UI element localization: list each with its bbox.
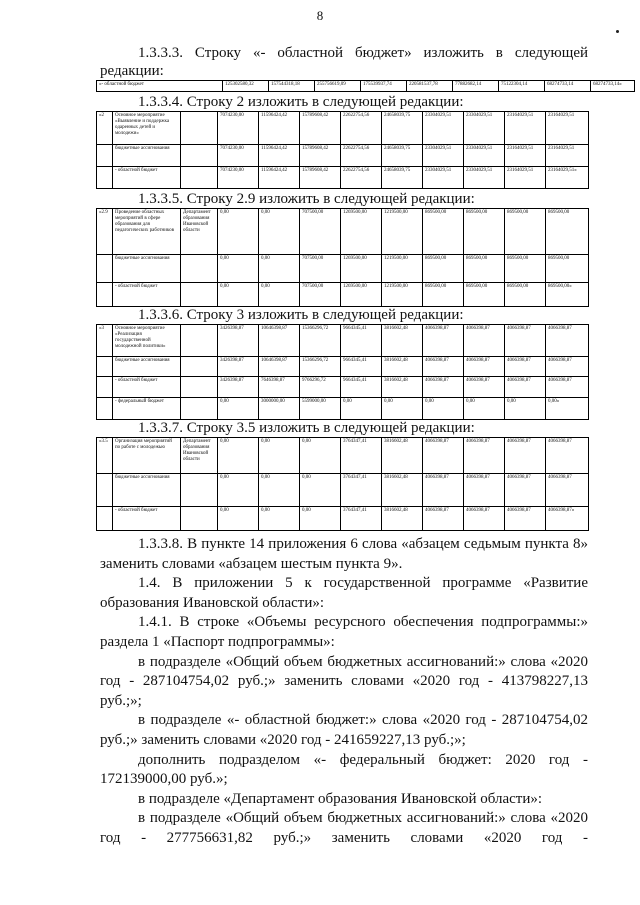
table-cell: 9664345,41: [341, 325, 382, 357]
body-text: [100, 535, 588, 849]
table-cell: 11596424,42: [259, 145, 300, 167]
paragraph-1-3-3-8: 1.3.3.8. В пункте 14 приложения 6 слова «абзацем седьмым пункта 8» заменить словами «абзацем шестым пункта 9».: [100, 536, 588, 572]
table-cell: «3: [97, 325, 113, 357]
table-cell: 220581537,78: [407, 81, 453, 92]
table-cell: 0,00: [259, 255, 300, 283]
table-cell: 125302580,32: [223, 81, 269, 92]
table-cell: 4066398,87: [546, 438, 589, 474]
table-cell: 4066398,87: [423, 474, 464, 507]
table-cell: 7074230,00: [218, 145, 259, 167]
table-cell: 3426398,87: [218, 377, 259, 398]
table-cell: [181, 255, 218, 283]
table-cell: 7074230,00: [218, 112, 259, 145]
table-row: [97, 357, 589, 377]
table-cell: 15789608,42: [300, 145, 341, 167]
table-cell: 0,00: [259, 209, 300, 255]
table-cell: [181, 283, 218, 307]
table-cell: 3816602,48: [382, 377, 423, 398]
table-cell: Департамент образования Ивановской области: [181, 209, 218, 255]
heading-1-3-3-4: 1.3.3.4. Строку 2 изложить в следующей редакции:: [138, 94, 464, 110]
table-cell: 0,00»: [546, 398, 589, 420]
table-cell: [97, 167, 113, 189]
table-row: [97, 145, 589, 167]
table-cell: «3.5: [97, 438, 113, 474]
table-cell: 3816602,48: [382, 325, 423, 357]
heading-1-3-3-3-cont: редакции:: [100, 63, 164, 79]
table-cell: 4066398,87: [464, 507, 505, 531]
table-cell: [97, 377, 113, 398]
table-cell: 15789608,42: [300, 112, 341, 145]
table-cell: 3764347,41: [341, 507, 382, 531]
table-cell: 22622754,56: [341, 167, 382, 189]
paragraph-1-4: 1.4. В приложении 5 к государственной программе «Развитие образования Ивановской области»:: [100, 575, 588, 611]
table-cell: 4066398,87»: [546, 507, 589, 531]
table-cell: 157544318,18: [269, 81, 315, 92]
table-cell: [181, 507, 218, 531]
table-cell: 0,00: [300, 507, 341, 531]
table-cell: [97, 357, 113, 377]
table-cell: Основное мероприятие «Реализация государственной молодежной политики»: [113, 325, 181, 357]
table-cell: 10646398,87: [259, 357, 300, 377]
table-cell: 4066398,87: [464, 357, 505, 377]
table-cell: [181, 325, 218, 357]
table-cell: - областной бюджет: [113, 167, 181, 189]
table-cell: 75122304,14: [499, 81, 545, 92]
table-cell: [181, 377, 218, 398]
table-cell: 1269500,00: [341, 209, 382, 255]
table-cell: 0,00: [218, 398, 259, 420]
table-cell: 23164029,51: [505, 167, 546, 189]
table-cell: бюджетные ассигнования: [113, 357, 181, 377]
table-cell: 4066398,87: [464, 438, 505, 474]
table-cell: Организация мероприятий по работе с молодежью: [113, 438, 181, 474]
table-regional-budget: [96, 80, 635, 92]
table-cell: 68274733,14: [545, 81, 591, 92]
paragraph-regional-budget: в подразделе «- областной бюджет:» слова «2020 год - 287104754,02 руб.;» заменить словами «2020 год - 241659227,13 руб.;»;: [100, 712, 588, 748]
table-cell: 3816602,48: [382, 507, 423, 531]
table-cell: Проведение областных мероприятий в сфере образования для педагогических работников: [113, 209, 181, 255]
table-cell: 4066398,87: [505, 377, 546, 398]
table-cell: 23304029,51: [423, 112, 464, 145]
table-cell: 3816602,48: [382, 438, 423, 474]
table-cell: «2.9: [97, 209, 113, 255]
table-cell: 0,00: [300, 474, 341, 507]
table-cell: 3426398,87: [218, 325, 259, 357]
table-cell: [97, 474, 113, 507]
table-cell: 3764347,41: [341, 438, 382, 474]
table-cell: 0,00: [259, 283, 300, 307]
table-cell: 1219500,00: [382, 283, 423, 307]
paragraph-1-4-1: 1.4.1. В строке «Объемы ресурсного обеспечения подпрограммы:» раздела 1 «Паспорт подпрограммы»:: [100, 614, 588, 650]
table-cell: - областной бюджет: [113, 283, 181, 307]
table-cell: 707500,00: [300, 283, 341, 307]
heading-1-3-3-6: 1.3.3.6. Строку 3 изложить в следующей редакции:: [138, 307, 464, 323]
table-cell: [181, 112, 218, 145]
table-cell: 707500,00: [300, 255, 341, 283]
table-cell: 15366296,72: [300, 325, 341, 357]
table-cell: «2: [97, 112, 113, 145]
table-row: [97, 398, 589, 420]
table-row-3-5: [96, 437, 589, 531]
table-cell: 0,00: [259, 438, 300, 474]
table-cell: 869500,00: [464, 255, 505, 283]
paragraph-department: в подразделе «Департамент образования Ивановской области»:: [138, 790, 543, 807]
table-cell: 15789608,42: [300, 167, 341, 189]
table-cell: 4066398,87: [464, 377, 505, 398]
table-cell: [97, 507, 113, 531]
table-cell: 5599000,00: [300, 398, 341, 420]
table-cell: 4066398,87: [423, 438, 464, 474]
table-cell: 11596424,42: [259, 112, 300, 145]
table-cell: 68274733,14»: [591, 81, 635, 92]
table-cell: 7646398,87: [259, 377, 300, 398]
table-cell: 77882682,14: [453, 81, 499, 92]
table-cell: 0,00: [218, 507, 259, 531]
table-cell: 869500,00»: [546, 283, 589, 307]
paragraph-department-total: в подразделе «Общий объем бюджетных ассигнований:» слова «2020 год - 277756631,82 руб.;» заменить словами «2020 год -: [100, 810, 588, 846]
table-cell: 22622754,56: [341, 145, 382, 167]
table-cell: [181, 145, 218, 167]
table-cell: [181, 167, 218, 189]
table-cell: 255756619,09: [315, 81, 361, 92]
table-cell: 4066398,87: [423, 325, 464, 357]
table-cell: 24658039,75: [382, 145, 423, 167]
table-cell: 0,00: [464, 398, 505, 420]
table-row: [97, 167, 589, 189]
table-cell: 23304029,51: [423, 145, 464, 167]
table-cell: 3426398,87: [218, 357, 259, 377]
table-cell: 23304029,51: [423, 167, 464, 189]
table-cell: 0,00: [218, 209, 259, 255]
table-cell: 11596424,42: [259, 167, 300, 189]
table-row: [97, 438, 589, 474]
table-cell: 9664345,41: [341, 357, 382, 377]
table-cell: 23164029,51: [546, 112, 589, 145]
table-cell: 4066398,87: [505, 474, 546, 507]
table-cell: 869500,00: [423, 283, 464, 307]
table-cell: 4066398,87: [464, 474, 505, 507]
table-cell: 0,00: [423, 398, 464, 420]
table-cell: 1219500,00: [382, 209, 423, 255]
table-cell: - областной бюджет: [113, 507, 181, 531]
table-cell: 3816602,48: [382, 474, 423, 507]
table-row: [97, 283, 589, 307]
table-cell: [181, 474, 218, 507]
table-cell: 4066398,87: [546, 377, 589, 398]
table-cell: 1269500,00: [341, 255, 382, 283]
table-cell: 1219500,00: [382, 255, 423, 283]
table-cell: 15366296,72: [300, 357, 341, 377]
table-cell: 3000000,00: [259, 398, 300, 420]
table-cell: [181, 357, 218, 377]
heading-1-3-3-5: 1.3.3.5. Строку 2.9 изложить в следующей редакции:: [138, 191, 475, 207]
table-row-3: [96, 324, 589, 420]
table-cell: 0,00: [341, 398, 382, 420]
table-cell: 869500,00: [423, 209, 464, 255]
table-cell: бюджетные ассигнования: [113, 145, 181, 167]
table-cell: 869500,00: [464, 209, 505, 255]
table-cell: 1269500,00: [341, 283, 382, 307]
table-cell: 4066398,87: [423, 377, 464, 398]
table-cell: Департамент образования Ивановской области: [181, 438, 218, 474]
table-cell: [97, 398, 113, 420]
table-cell: 869500,00: [505, 283, 546, 307]
table-row: [97, 325, 589, 357]
table-cell: 4066398,87: [546, 325, 589, 357]
table-cell: 24658039,75: [382, 167, 423, 189]
table-cell: 4066398,87: [505, 438, 546, 474]
table-cell: 0,00: [259, 507, 300, 531]
table-cell: 4066398,87: [546, 474, 589, 507]
page-number: 8: [316, 8, 324, 23]
table-cell: 4066398,87: [505, 507, 546, 531]
table-cell: 3816602,48: [382, 357, 423, 377]
table-cell: 24658039,75: [382, 112, 423, 145]
table-cell: - федеральный бюджет: [113, 398, 181, 420]
table-row: [97, 255, 589, 283]
table-cell: 4066398,87: [546, 357, 589, 377]
table-cell: 7074230,00: [218, 167, 259, 189]
table-row: [97, 474, 589, 507]
table-cell: 23164029,51»: [546, 167, 589, 189]
paragraph-federal-budget: дополнить подразделом «- федеральный бюджет: 2020 год - 172139000,00 руб.»;: [100, 751, 588, 788]
table-cell: 869500,00: [423, 255, 464, 283]
paragraph-total-budget: в подразделе «Общий объем бюджетных ассигнований:» слова «2020 год - 287104754,02 руб.;» заменить словами «2020 год - 413798227,13 руб.;»;: [100, 653, 588, 709]
table-cell: 869500,00: [464, 283, 505, 307]
table-cell: 707500,00: [300, 209, 341, 255]
table-cell: 0,00: [218, 438, 259, 474]
table-cell: 0,00: [382, 398, 423, 420]
table-cell: 23164029,51: [505, 112, 546, 145]
table-cell: 4066398,87: [505, 357, 546, 377]
table-cell: 869500,00: [546, 209, 589, 255]
table-cell: 869500,00: [505, 255, 546, 283]
table-cell: 175539937,74: [361, 81, 407, 92]
table-cell: 4066398,87: [505, 325, 546, 357]
table-cell: 23304029,51: [464, 112, 505, 145]
table-cell: 0,00: [505, 398, 546, 420]
table-cell: [181, 398, 218, 420]
table-cell: 0,00: [300, 438, 341, 474]
table-row: [97, 112, 589, 145]
table-cell: 869500,00: [546, 255, 589, 283]
table-cell: 4066398,87: [423, 507, 464, 531]
table-row: [97, 377, 589, 398]
table-row: [97, 209, 589, 255]
table-cell: 9766296,72: [300, 377, 341, 398]
table-cell: [97, 283, 113, 307]
table-cell: 0,00: [259, 474, 300, 507]
table-cell: [97, 145, 113, 167]
table-cell: 0,00: [218, 283, 259, 307]
table-cell: 22622754,56: [341, 112, 382, 145]
table-row-2-9: [96, 208, 589, 307]
table-cell: Основное мероприятие «Выявление и поддержка одаренных детей и молодежи»: [113, 112, 181, 145]
table-cell: - областной бюджет: [113, 377, 181, 398]
table-cell: бюджетные ассигнования: [113, 474, 181, 507]
table-cell: 9664345,41: [341, 377, 382, 398]
table-cell: 23164029,51: [546, 145, 589, 167]
table-cell: «- областной бюджет: [97, 81, 223, 92]
table-cell: 10646398,87: [259, 325, 300, 357]
table-row-2: [96, 111, 589, 189]
heading-1-3-3-3: 1.3.3.3. Строку «- областной бюджет» изложить в следующей: [138, 45, 588, 61]
table-row: [97, 507, 589, 531]
table-cell: 0,00: [218, 474, 259, 507]
table-cell: 4066398,87: [464, 325, 505, 357]
table-cell: бюджетные ассигнования: [113, 255, 181, 283]
table-cell: 23164029,51: [505, 145, 546, 167]
table-cell: 23304029,51: [464, 167, 505, 189]
table-row: [97, 81, 635, 92]
table-cell: [97, 255, 113, 283]
table-cell: 869500,00: [505, 209, 546, 255]
table-cell: 3764347,41: [341, 474, 382, 507]
table-cell: 0,00: [218, 255, 259, 283]
table-cell: 4066398,87: [423, 357, 464, 377]
table-cell: 23304029,51: [464, 145, 505, 167]
corner-mark: [616, 30, 619, 33]
heading-1-3-3-7: 1.3.3.7. Строку 3.5 изложить в следующей редакции:: [138, 420, 475, 436]
